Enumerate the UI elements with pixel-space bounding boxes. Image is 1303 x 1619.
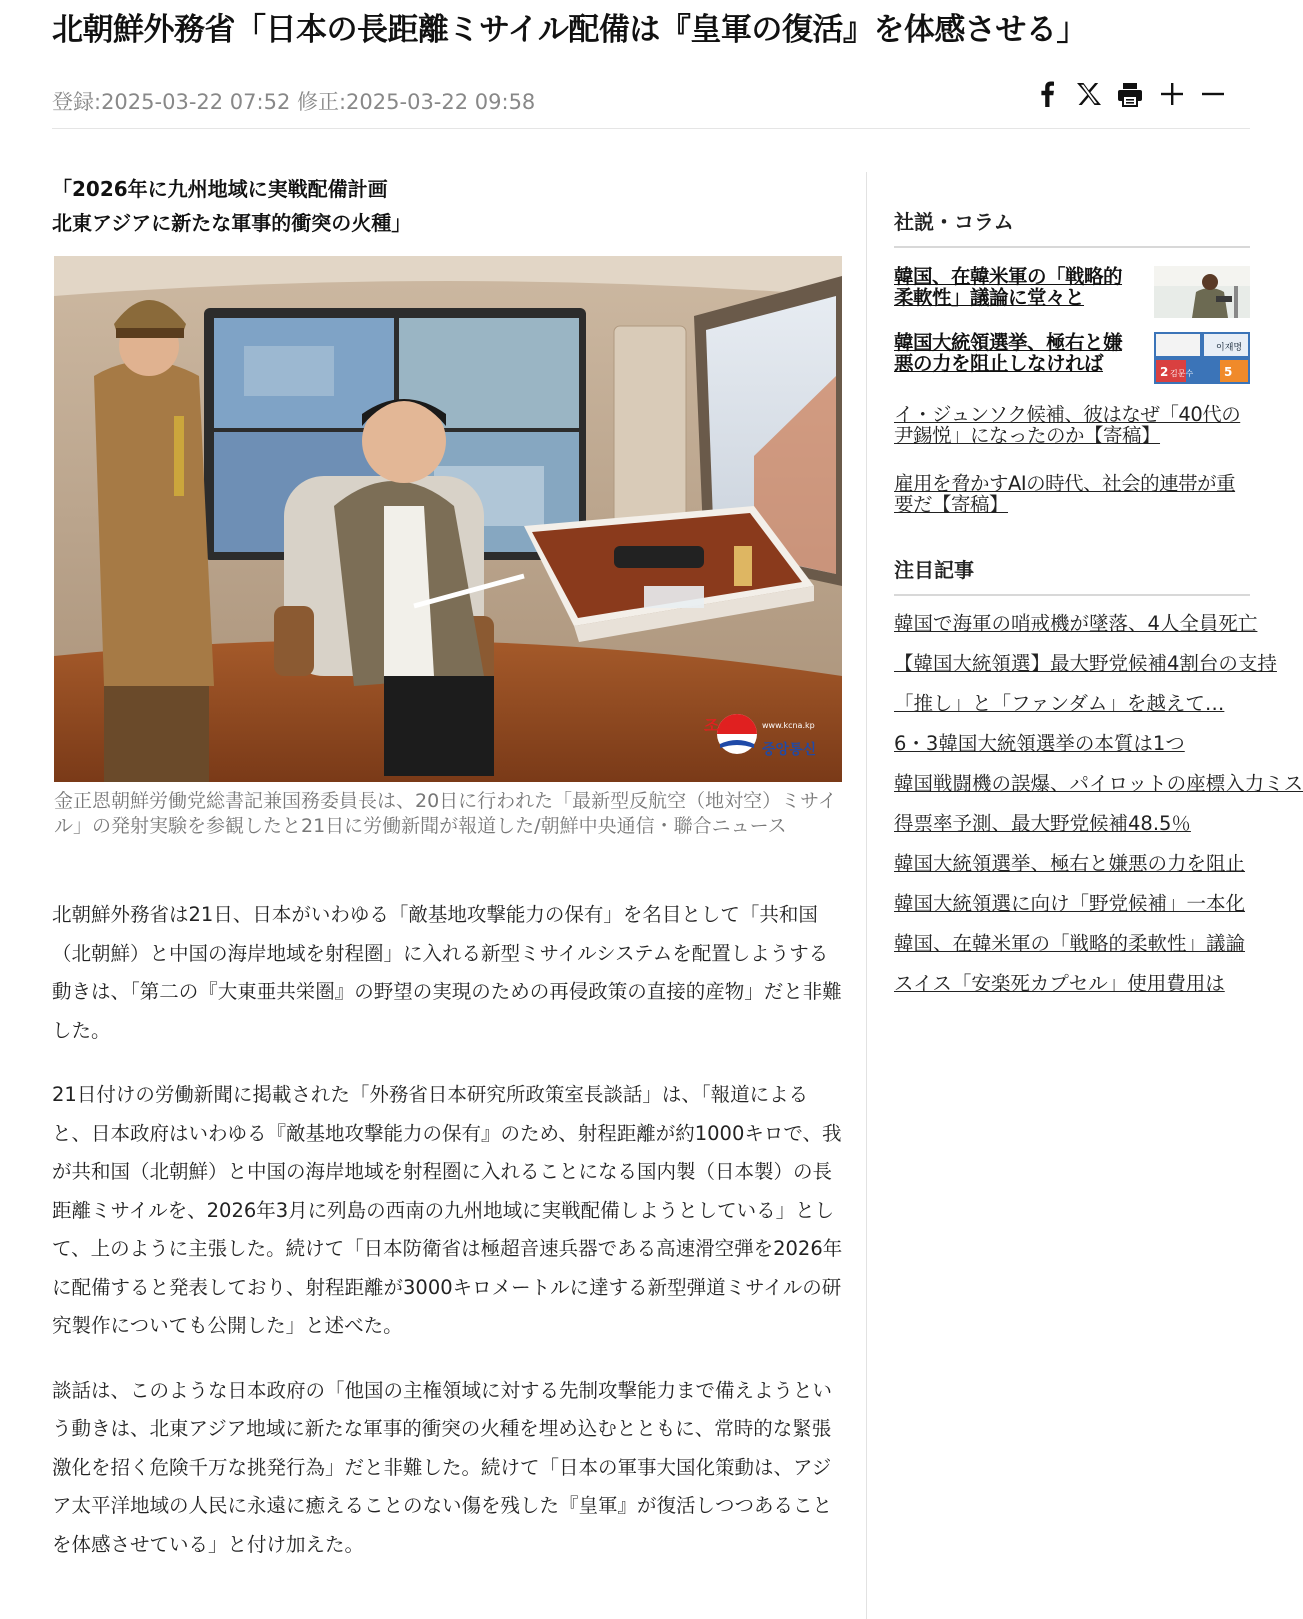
- article-paragraph: 談話は、このような日本政府の「他国の主権領域に対する先制攻撃能力まで備えようという動きは、北東アジア地域に新たな軍事的衝突の火種を埋め込むとともに、常時的な緊張激化を招く危険千万な挑発行為」だと非難した。続けて「日本の軍事大国化策動は、アジア太平洋地域の人民に永遠に癒えることのない傷を残した『皇軍』が復活しつつあることを体感させている」と付け加えた。: [52, 1378, 833, 1556]
- popular-item[interactable]: 6・3韓国大統領選挙の本質は1つ: [894, 732, 1185, 755]
- x-icon[interactable]: [1072, 77, 1106, 111]
- watermark-site: www.kcna.kp: [762, 721, 815, 730]
- facebook-icon[interactable]: [1030, 77, 1064, 111]
- article-toolbar: [1030, 74, 1230, 114]
- watermark-line1: 조 선: [704, 716, 741, 735]
- popular-item[interactable]: 韓国で海軍の哨戒機が墜落、4人全員死亡: [894, 612, 1258, 635]
- article-headline: 北朝鮮外務省「日本の長距離ミサイル配備は『皇軍の復活』を体感させる」: [52, 12, 1087, 48]
- article-paragraph: 北朝鮮外務省は21日、日本がいわゆる「敵基地攻撃能力の保有」を名目として「共和国（北朝鮮）と中国の海岸地域を射程圏」に入れる新型ミサイルシステムを配置しようする動きは、「第二の『大東亜共栄圏』の野望の実現のための再侵政策の直接的産物」だと非難した。: [52, 903, 842, 1042]
- popular-item[interactable]: 韓国戦闘機の誤爆、パイロットの座標入力ミス: [894, 772, 1303, 795]
- popular-item[interactable]: 韓国、在韓米軍の「戦略的柔軟性」議論: [894, 932, 1246, 955]
- font-decrease-icon[interactable]: [1196, 77, 1230, 111]
- popular-item[interactable]: 「推し」と「ファンダム」を越えて…: [894, 692, 1225, 715]
- thumb-number-5: 5: [1224, 365, 1233, 379]
- article-photo: [54, 256, 842, 782]
- article-body: [52, 896, 847, 1590]
- subhead-line-2: 北東アジアに新たな軍事的衝突の火種」: [52, 211, 412, 235]
- popular-item[interactable]: 韓国大統領選挙、極右と嫌悪の力を阻止: [894, 852, 1246, 875]
- popular-list: [894, 606, 1303, 1006]
- thumb-name: 이재명: [1216, 343, 1243, 353]
- header-divider: [52, 128, 1250, 129]
- column-divider: [866, 172, 867, 1619]
- print-icon[interactable]: [1113, 77, 1147, 111]
- popular-heading: 注目記事: [894, 558, 974, 582]
- thumb-name-2: 김문수: [1170, 369, 1194, 378]
- article-subhead: [52, 172, 832, 240]
- featured-column-2[interactable]: [894, 332, 1250, 394]
- column-link[interactable]: イ・ジュンソク候補、彼はなぜ「40代の尹錫悦」になったのか【寄稿】: [894, 403, 1241, 447]
- subhead-line-1: 「2026年に九州地域に実戦配備計画: [52, 177, 388, 201]
- watermark-line2: 중앙통신: [762, 742, 817, 758]
- columns-divider: [894, 246, 1250, 248]
- popular-item[interactable]: 【韓国大統領選】最大野党候補4割台の支持: [894, 652, 1277, 675]
- featured-title[interactable]: 韓国大統領選挙、極右と嫌悪の力を阻止しなければ: [894, 331, 1123, 375]
- photo-caption: 金正恩朝鮮労働党総書記兼国務委員長は、20日に行われた「最新型反航空（地対空）ミサイル」の発射実験を参観したと21日に労働新聞が報道した/朝鮮中央通信・聯合ニュース: [54, 790, 837, 837]
- column-link[interactable]: 雇用を脅かすAIの時代、社会的連帯が重要だ【寄稿】: [894, 472, 1236, 516]
- featured-thumbnail: [1154, 266, 1250, 318]
- article-dates: 登録:2025-03-22 07:52 修正:2025-03-22 09:58: [52, 90, 536, 114]
- article-paragraph: 21日付けの労働新聞に掲載された「外務省日本研究所政策室長談話」は、「報道によると、日本政府はいわゆる『敵基地攻撃能力の保有』のため、射程距離が約1000キロで、我が共和国（北朝鮮）と中国の海岸地域を射程圏に入れることになる国内製（日本製）の長距離ミサイルを、2026年3月に列島の西南の九州地域に実戦配備しようとしている」として、上のように主張した。続けて「日本防衛省は極超音速兵器である高速滑空弾を2026年に配備すると発表しており、射程距離が3000キロメートルに達する新型弾道ミサイルの研究製作についても公開した」と述べた。: [52, 1083, 843, 1337]
- popular-item[interactable]: 得票率予測、最大野党候補48.5％: [894, 812, 1191, 835]
- popular-divider: [894, 594, 1250, 596]
- popular-item[interactable]: スイス「安楽死カプセル」使用費用は: [894, 972, 1225, 995]
- featured-column-1[interactable]: [894, 266, 1250, 328]
- thumb-number: 2: [1160, 365, 1169, 379]
- popular-item[interactable]: 韓国大統領選に向け「野党候補」一本化: [894, 892, 1246, 915]
- columns-heading: 社説・コラム: [894, 210, 1014, 234]
- font-increase-icon[interactable]: [1155, 77, 1189, 111]
- featured-thumbnail: [1154, 332, 1250, 384]
- featured-title[interactable]: 韓国、在韓米軍の「戦略的柔軟性」議論に堂々と: [894, 265, 1123, 309]
